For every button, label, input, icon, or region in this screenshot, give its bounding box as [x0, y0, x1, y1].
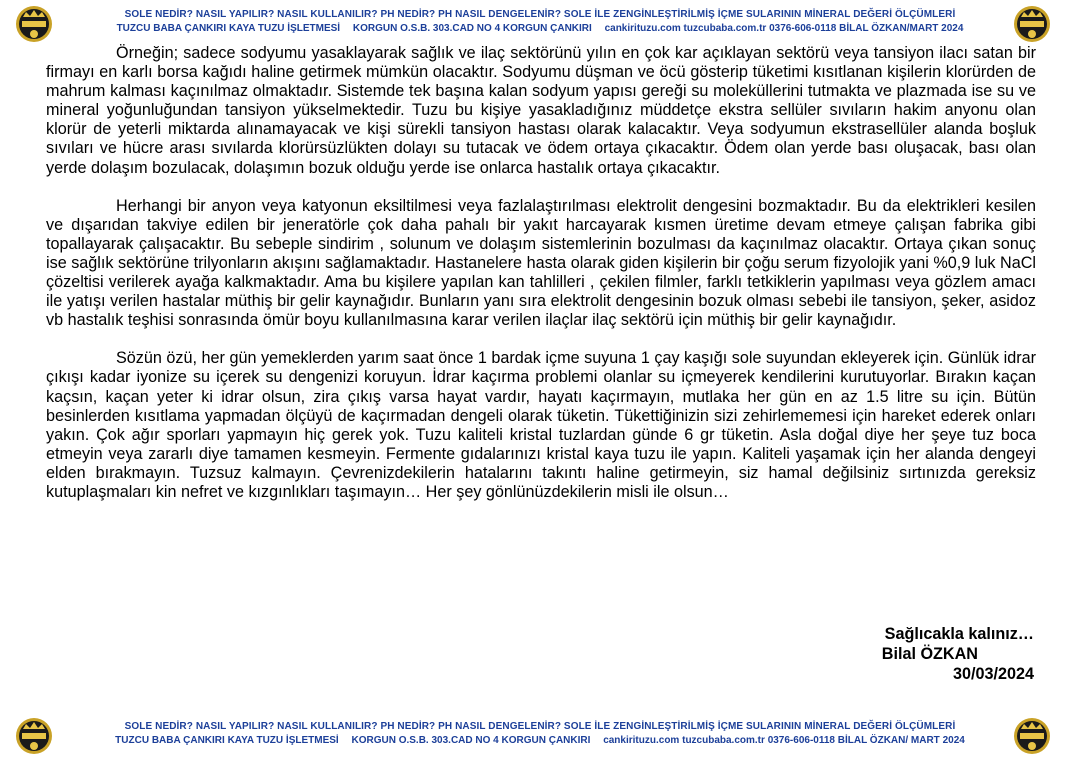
header-company: TUZCU BABA ÇANKIRI KAYA TUZU İŞLETMESİ: [116, 23, 341, 34]
signature-block: [882, 624, 1034, 684]
header-contact-line: [70, 22, 1010, 36]
document-body: [46, 44, 1036, 502]
footer-title-line: SOLE NEDİR? NASIL YAPILIR? NASIL KULLANILIR? PH NEDİR? PH NASIL DENGELENİR? SOLE İLE ZENGİNLEŞTİRİLMİŞ İÇME SULARININ MİNERAL DEĞERİ ÖLÇÜMLERİ: [124, 721, 956, 732]
page-footer: [0, 716, 1080, 760]
footer-address: KORGUN O.S.B. 303.CAD NO 4 KORGUN ÇANKIRI: [351, 735, 591, 746]
tuzcu-baba-logo-icon: [1012, 716, 1052, 756]
footer-contact-line: [70, 734, 1010, 748]
footer-author: BİLAL ÖZKAN/ MART 2024: [837, 735, 965, 746]
footer-website-2: tuzcubaba.com.tr: [682, 735, 765, 746]
header-website-1: cankirituzu.com: [604, 23, 681, 34]
tuzcu-baba-logo-icon: [14, 4, 54, 44]
footer-phone: 0376-606-0118: [767, 735, 835, 746]
paragraph: Sözün özü, her gün yemeklerden yarım saat önce 1 bardak içme suyuna 1 çay kaşığı sole suyundan ekleyerek için. Günlük idrar çıkışı kadar iyonize su içerek su dengenizi koruyun. İdrar kaçırma problemi olanlar su içmeyerek kendilerini kurutuyorlar. Bırakın kaçan kaçsın, kaçan yeter ki idrar olsun, zira çıkış varsa hayat vardır, hayatı kaçırmayın, mutlaka her gün en az 1.5 litre su için. Bütün besinlerden kısıtlama yapmadan ölçüyü de kaçırmadan dengeli olarak tüketin. Tükettiğinizin sizi zehirlememesi için hareket ederek onları yakın. Çok ağır sporları yapmayın hiç gerek yok. Tuzu kaliteli kristal tuzlardan günde 6 gr tüketin. Asla doğal diye her şeye tuz boca etmeyin veya zararlı diye tamamen kesmeyin. Fermente gıdalarınızı kristal kaya tuzu ile yapın. Kaliteli yaşamak için her alanda dengeyi elden bırakmayın. Tuzsuz kalmayın. Çevrenizdekilerin hatalarını takıntı haline getirmeyin, siz hamal değilsiniz sırtınızda gereksiz kutuplaşmaları kin nefret ve kızgınlıkları taşımayın… Her şey gönlünüzdekilerin misli ile olsun…: [46, 349, 1036, 501]
header-address: KORGUN O.S.B. 303.CAD NO 4 KORGUN ÇANKIRI: [352, 23, 592, 34]
page-header: [0, 4, 1080, 48]
header-website-2: tuzcubaba.com.tr: [683, 23, 767, 34]
signature-date: 30/03/2024: [952, 665, 1034, 683]
tuzcu-baba-logo-icon: [1012, 4, 1052, 44]
header-author: BİLAL ÖZKAN/MART 2024: [839, 23, 964, 34]
paragraph: Örneğin; sadece sodyumu yasaklayarak sağlık ve ilaç sektörünü yılın en çok kar açıklayan sektörü veya tansiyon ilacı satan bir firmayı en karlı borsa kağıdı haline getirmek mümkün olacaktır. Sodyumu düşman ve öcü gösterip tüketimi kısıtlanan kişilerin klorürden de mahrum kalması kaçınılmaz olmaktadır. Sistemde tek başına kalan sodyum yapısı gereği su moleküllerini tutmakta ve plazmada ise su ve mineral yoğunluğundan tansiyon yükselmektedir. Tuzu bu kişiye yasakladığınız müddetçe ekstra sellüler sıvıların hakim anyonu olan klorür de yeterli miktarda alınamayacak ve kişi sürekli tansiyon hastası olarak kalacaktır. Veya sodyumun ekstrasellüler alanda boşluk sıvıları ve hücre arası sıvılarda klorürsüzlükten dolayı su tutacak ve ödem ortaya çıkacaktır. Ödem olan yerde bası oluşacak, bası olan yerde dolaşım bozulacak, dolaşımın bozuk olduğu yerde ise onlarca hastalık ortaya çıkacaktır.: [46, 44, 1036, 177]
signature-greeting: Sağlıcakla kalınız…: [884, 625, 1034, 643]
header-title-line: SOLE NEDİR? NASIL YAPILIR? NASIL KULLANILIR? PH NEDİR? PH NASIL DENGELENİR? SOLE İLE ZENGİNLEŞTİRİLMİŞ İÇME SULARININ MİNERAL DEĞERİ ÖLÇÜMLERİ: [124, 9, 956, 20]
footer-company: TUZCU BABA ÇANKIRI KAYA TUZU İŞLETMESİ: [115, 735, 339, 746]
signature-name: Bilal ÖZKAN: [881, 645, 978, 663]
header-phone: 0376-606-0118: [769, 23, 837, 34]
footer-website-1: cankirituzu.com: [603, 735, 680, 746]
paragraph: Herhangi bir anyon veya katyonun eksiltilmesi veya fazlalaştırılması elektrolit dengesini bozmaktadır. Bu da elektrikleri kesilen ve dışarıdan takviye edilen bir jeneratörle çok daha pahalı bir yakıt harcayarak kısmen üretime devam etmeye çalışan fabrika gibi topallayarak çalışacaktır. Bu sebeple sindirim , solunum ve dolaşım sistemlerinin bozulması da kaçınılmaz olacaktır. Ortaya çıkan sonuç ise sağlık sektörüne trilyonların akışını sağlamaktadır. Hastanelere hasta olarak giden kişilerin bir çoğu serum fizyolojik yani %0,9 luk NaCl çözeltisi verilerek ayağa kalkmaktadır. Ama bu kişilere yapılan kan tahlilleri , çekilen filmler, farklı tetkiklerin yapılması veya gözlem amacı ile yatışı verilen hastalar müthiş bir gelir kaynağıdır. Bunların yanı sıra elektrolit dengesinin bozuk olması sebebi ile tansiyon, şeker, asidoz vb hastalık teşhisi sonrasında ömür boyu kullanılmasına karar verilen ilaçlar ilaç sektörü için müthiş bir gelir kaynağıdır.: [46, 196, 1036, 330]
tuzcu-baba-logo-icon: [14, 716, 54, 756]
